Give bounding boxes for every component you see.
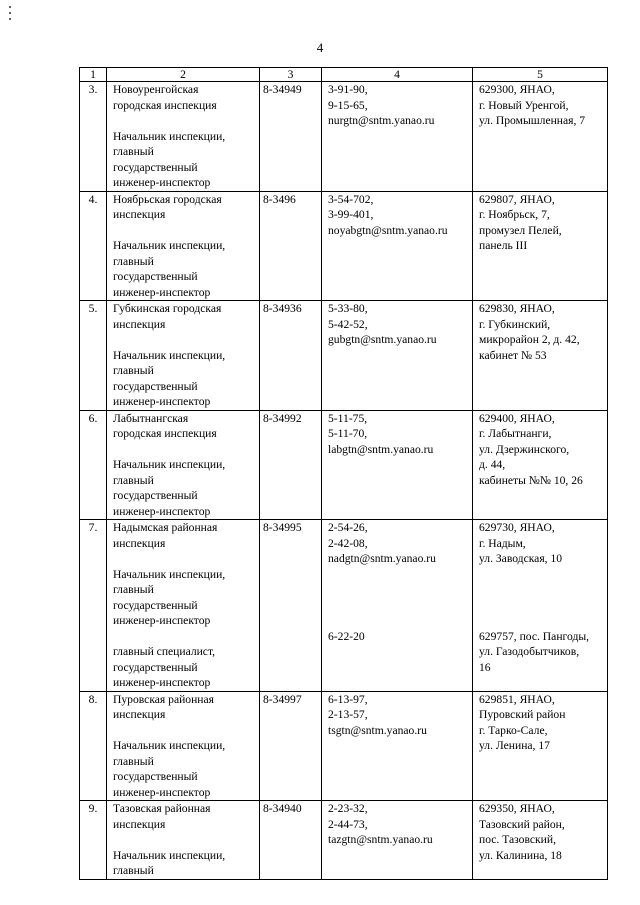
org-cell bbox=[107, 410, 260, 520]
column-header: 5 bbox=[473, 68, 608, 82]
page-number: 4 bbox=[316, 40, 324, 55]
org-name: Новоуренгойская городская инспекция bbox=[113, 83, 217, 112]
email-link[interactable]: noyabgtn@sntm.yanao.ru bbox=[328, 223, 448, 237]
org-cell bbox=[107, 301, 260, 411]
phone-code: 8-34936 bbox=[260, 301, 322, 411]
contact-cell bbox=[322, 691, 473, 801]
org-name: Надымская районная инспекция bbox=[113, 521, 218, 550]
table-row bbox=[80, 410, 608, 520]
phone-code: 8-34997 bbox=[260, 691, 322, 801]
margin-mark bbox=[9, 6, 12, 22]
phone-numbers: 3-91-90, 9-15-65, bbox=[328, 83, 368, 112]
column-header: 1 bbox=[80, 68, 107, 82]
phone-code: 8-34940 bbox=[260, 801, 322, 880]
position-title: Начальник инспекции, главный bbox=[113, 848, 226, 877]
phone-numbers: 2-23-32, 2-44-73, bbox=[328, 802, 368, 831]
email-link[interactable]: nurgtn@sntm.yanao.ru bbox=[328, 114, 435, 127]
email-link[interactable]: labgtn@sntm.yanao.ru bbox=[328, 442, 434, 456]
phone-numbers-secondary: 6-22-20 bbox=[328, 629, 365, 643]
table-row bbox=[80, 520, 608, 692]
row-number: 3. bbox=[80, 82, 107, 192]
address: 629830, ЯНАО, г. Губкинский, микрорайон 2, д. 42, кабинет № 53 bbox=[473, 301, 608, 411]
position-title: Начальник инспекции, главный государственный инженер-инспектор bbox=[113, 239, 226, 299]
phone-code: 8-34995 bbox=[260, 520, 322, 692]
address: 629350, ЯНАО, Тазовский район, пос. Тазовский, ул. Калинина, 18 bbox=[473, 801, 608, 880]
org-name: Пуровская районная инспекция bbox=[113, 692, 214, 721]
row-number: 8. bbox=[80, 691, 107, 801]
phone-code: 8-34992 bbox=[260, 410, 322, 520]
row-number: 7. bbox=[80, 520, 107, 692]
column-header: 2 bbox=[107, 68, 260, 82]
position-title: Начальник инспекции, главный государственный инженер-инспектор bbox=[113, 739, 226, 799]
contact-cell bbox=[322, 410, 473, 520]
contact-cell bbox=[322, 801, 473, 880]
address: 629807, ЯНАО, г. Ноябрьск, 7, промузел Пелей, панель III bbox=[473, 191, 608, 301]
phone-numbers: 2-54-26, 2-42-08, bbox=[328, 521, 368, 550]
address: 629400, ЯНАО, г. Лабытнанги, ул. Дзержинского, д. 44, кабинеты №№ 10, 26 bbox=[473, 410, 608, 520]
org-name: Ноябрьская городская инспекция bbox=[113, 192, 222, 221]
email-link[interactable]: tsgtn@sntm.yanao.ru bbox=[328, 723, 427, 737]
table-row bbox=[80, 301, 608, 411]
phone-numbers: 5-33-80, 5-42-52, bbox=[328, 302, 368, 331]
contact-cell bbox=[322, 191, 473, 301]
row-number: 4. bbox=[80, 191, 107, 301]
contact-cell bbox=[322, 82, 473, 192]
table-row bbox=[80, 801, 608, 880]
org-cell bbox=[107, 801, 260, 880]
org-cell bbox=[107, 191, 260, 301]
phone-code: 8-3496 bbox=[260, 191, 322, 301]
address: 629730, ЯНАО, г. Надым, ул. Заводская, 10 bbox=[479, 521, 563, 565]
table-row bbox=[80, 82, 608, 192]
column-header: 4 bbox=[322, 68, 473, 82]
position-title: Начальник инспекции, главный государственный инженер-инспектор bbox=[113, 348, 226, 408]
phone-numbers: 3-54-702, 3-99-401, bbox=[328, 192, 374, 221]
email-link[interactable]: gubgtn@sntm.yanao.ru bbox=[328, 333, 437, 346]
org-name: Лабытнангская городская инспекция bbox=[113, 411, 217, 440]
phone-numbers: 6-13-97, 2-13-57, bbox=[328, 692, 368, 721]
contact-cell bbox=[322, 520, 473, 692]
address: 629300, ЯНАО, г. Новый Уренгой, ул. Промышленная, 7 bbox=[473, 82, 608, 192]
org-cell bbox=[107, 520, 260, 692]
org-name: Губкинская городская инспекция bbox=[113, 302, 222, 331]
column-header: 3 bbox=[260, 68, 322, 82]
table-row bbox=[80, 191, 608, 301]
position-title-secondary: главный специалист, государственный инженер-инспектор bbox=[113, 645, 216, 689]
address-cell bbox=[473, 520, 608, 692]
address-secondary: 629757, пос. Пангоды, ул. Газодобытчиков, 16 bbox=[479, 629, 590, 674]
position-title: Начальник инспекции, главный государственный инженер-инспектор bbox=[113, 129, 226, 189]
row-number: 5. bbox=[80, 301, 107, 411]
phone-code: 8-34949 bbox=[260, 82, 322, 192]
address: 629851, ЯНАО, Пуровский район г. Тарко-Сале, ул. Ленина, 17 bbox=[473, 691, 608, 801]
phone-numbers: 5-11-75, 5-11-70, bbox=[328, 411, 368, 440]
position-title: Начальник инспекции, главный государственный инженер-инспектор bbox=[113, 458, 226, 518]
contact-cell bbox=[322, 301, 473, 411]
org-cell bbox=[107, 691, 260, 801]
email-link[interactable]: nadgtn@sntm.yanao.ru bbox=[328, 552, 436, 565]
row-number: 6. bbox=[80, 410, 107, 520]
email-link[interactable]: tazgtn@sntm.yanao.ru bbox=[328, 833, 433, 846]
inspections-table bbox=[79, 67, 608, 880]
position-title: Начальник инспекции, главный государственный инженер-инспектор bbox=[113, 567, 226, 627]
org-name: Тазовская районная инспекция bbox=[113, 802, 211, 831]
org-cell bbox=[107, 82, 260, 192]
table-header-row bbox=[80, 68, 608, 82]
row-number: 9. bbox=[80, 801, 107, 880]
table-row bbox=[80, 691, 608, 801]
